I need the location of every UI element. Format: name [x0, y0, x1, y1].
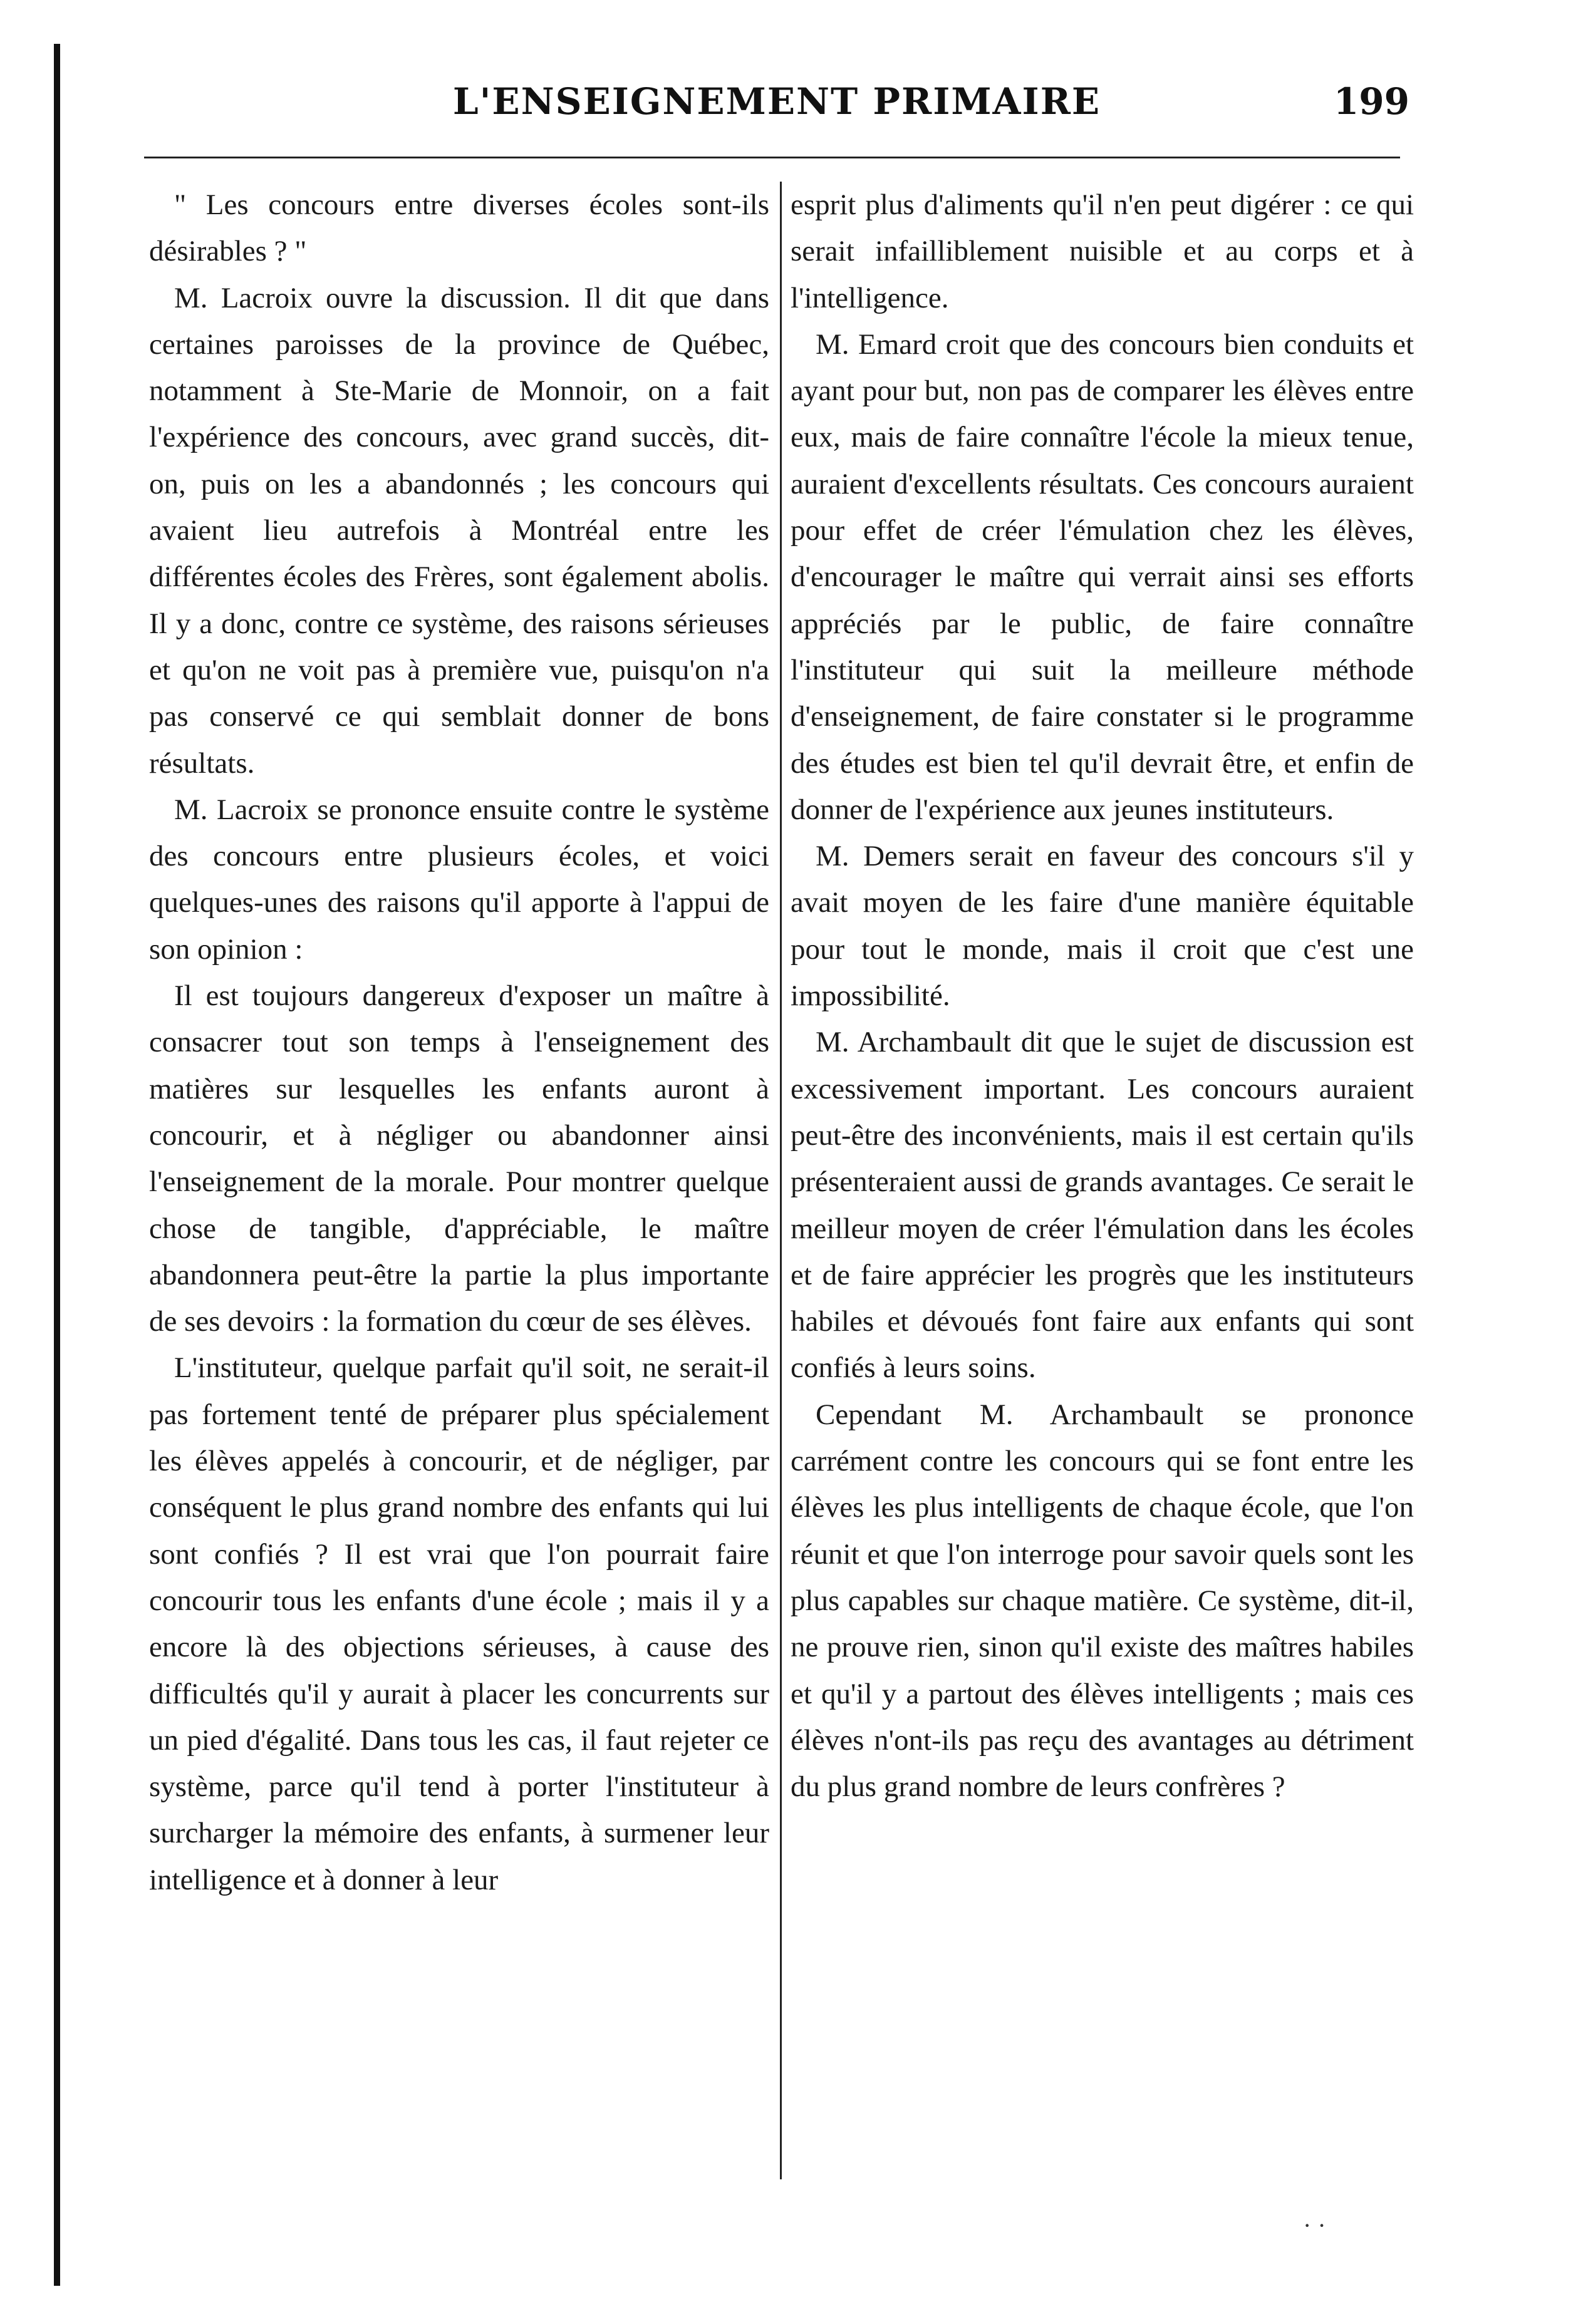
paragraph: Cependant M. Archambault se prononce carrément contre les concours qui se font entre les élèves les plus intelligents de chaque école, que l'on réunit et que l'on interroge pour savoir quels sont les plus capables sur chaque matière. Ce système, dit-il, ne prouve rien, sinon qu'il existe des maîtres habiles et qu'il y a partout des élèves intelligents ; mais ces élèves n'ont-ils pas reçu des avantages au détriment du plus grand nombre de leurs confrères ?: [791, 1398, 1414, 1804]
paragraph: M. Lacroix se prononce ensuite contre le système des concours entre plusieurs écoles, et voici quelques-unes des raisons qu'il apporte à l'appui de son opinion :: [149, 793, 769, 966]
paragraph: M. Lacroix ouvre la discussion. Il dit que dans certaines paroisses de la province de Québec, notamment à Ste-Marie de Monnoir, on a fait l'expérience des concours, avec grand succès, dit-on, puis on les a abandonnés ; les concours qui avaient lieu autrefois à Montréal entre les différentes écoles des Frères, sont également abolis. Il y a donc, contre ce système, des raisons sérieuses et qu'on ne voit pas à première vue, puisqu'on n'a pas conservé ce qui semblait donner de bons résultats.: [149, 281, 769, 780]
paragraph: M. Archambault dit que le sujet de discussion est excessivement important. Les concours auraient peut-être des inconvénients, mais il est certain qu'ils présenteraient aussi de grands avantages. Ce serait le meilleur moyen de créer l'émulation dans les écoles et de faire apprécier les progrès que les instituteurs habiles et dévoués font faire aux enfants qui sont confiés à leurs soins.: [791, 1026, 1414, 1385]
running-title: L'ENSEIGNEMENT PRIMAIRE: [452, 80, 1101, 123]
page-number: 199: [1333, 80, 1409, 123]
paragraph: M. Emard croit que des concours bien conduits et ayant pour but, non pas de comparer les élèves entre eux, mais de faire connaître l'école la mieux tenue, auraient d'excellents résultats. Ces concours auraient pour effet de créer l'émulation chez les élèves, d'encourager le maître qui verrait ainsi ses efforts appréciés par le public, de faire connaître l'instituteur qui suit la meilleure méthode d'enseignement, de faire constater si le programme des études est bien tel qu'il devrait être, et enfin de donner de l'expérience aux jeunes instituteurs.: [791, 328, 1414, 826]
paragraph: Il est toujours dangereux d'exposer un maître à consacrer tout son temps à l'enseignement des matières sur lesquelles les enfants auront à concourir, et à négliger ou abandonner ainsi l'enseignement de la morale. Pour montrer quelque chose de tangible, d'appréciable, le maître abandonnera peut-être la partie la plus importante de ses devoirs : la formation du cœur de ses élèves.: [149, 979, 769, 1338]
header-rule: [144, 157, 1400, 158]
paragraph: M. Demers serait en faveur des concours s'il y avait moyen de les faire d'une manière équitable pour tout le monde, mais il croit que c'est une impossibilité.: [791, 840, 1414, 1013]
running-head: [144, 80, 1409, 155]
column-divider: [780, 182, 782, 2179]
paragraph: L'instituteur, quelque parfait qu'il soit, ne serait-il pas fortement tenté de préparer plus spécialement les élèves appelés à concourir, et de négliger, par conséquent le plus grand nombre des enfants qui lui sont confiés ? Il est vrai que l'on pourrait faire concourir tous les enfants d'une école ; mais il y a encore là des objections sérieuses, à cause des difficultés qu'il y aurait à placer les concurrents sur un pied d'égalité. Dans tous les cas, il faut rejeter ce système, parce qu'il tend à porter l'instituteur à surcharger la mémoire des enfants, à surmener leur intelligence et à donner à leur: [149, 1351, 769, 1896]
right-column: [791, 182, 1414, 1810]
paragraph: " Les concours entre diverses écoles sont-ils désirables ? ": [149, 189, 769, 268]
binding-edge: [54, 44, 60, 2286]
trailing-mark: · ·: [1303, 2211, 1326, 2239]
paragraph: esprit plus d'aliments qu'il n'en peut digérer : ce qui serait infailliblement nuisible et au corps et à l'intelligence.: [791, 189, 1414, 314]
left-column: [149, 182, 769, 1903]
